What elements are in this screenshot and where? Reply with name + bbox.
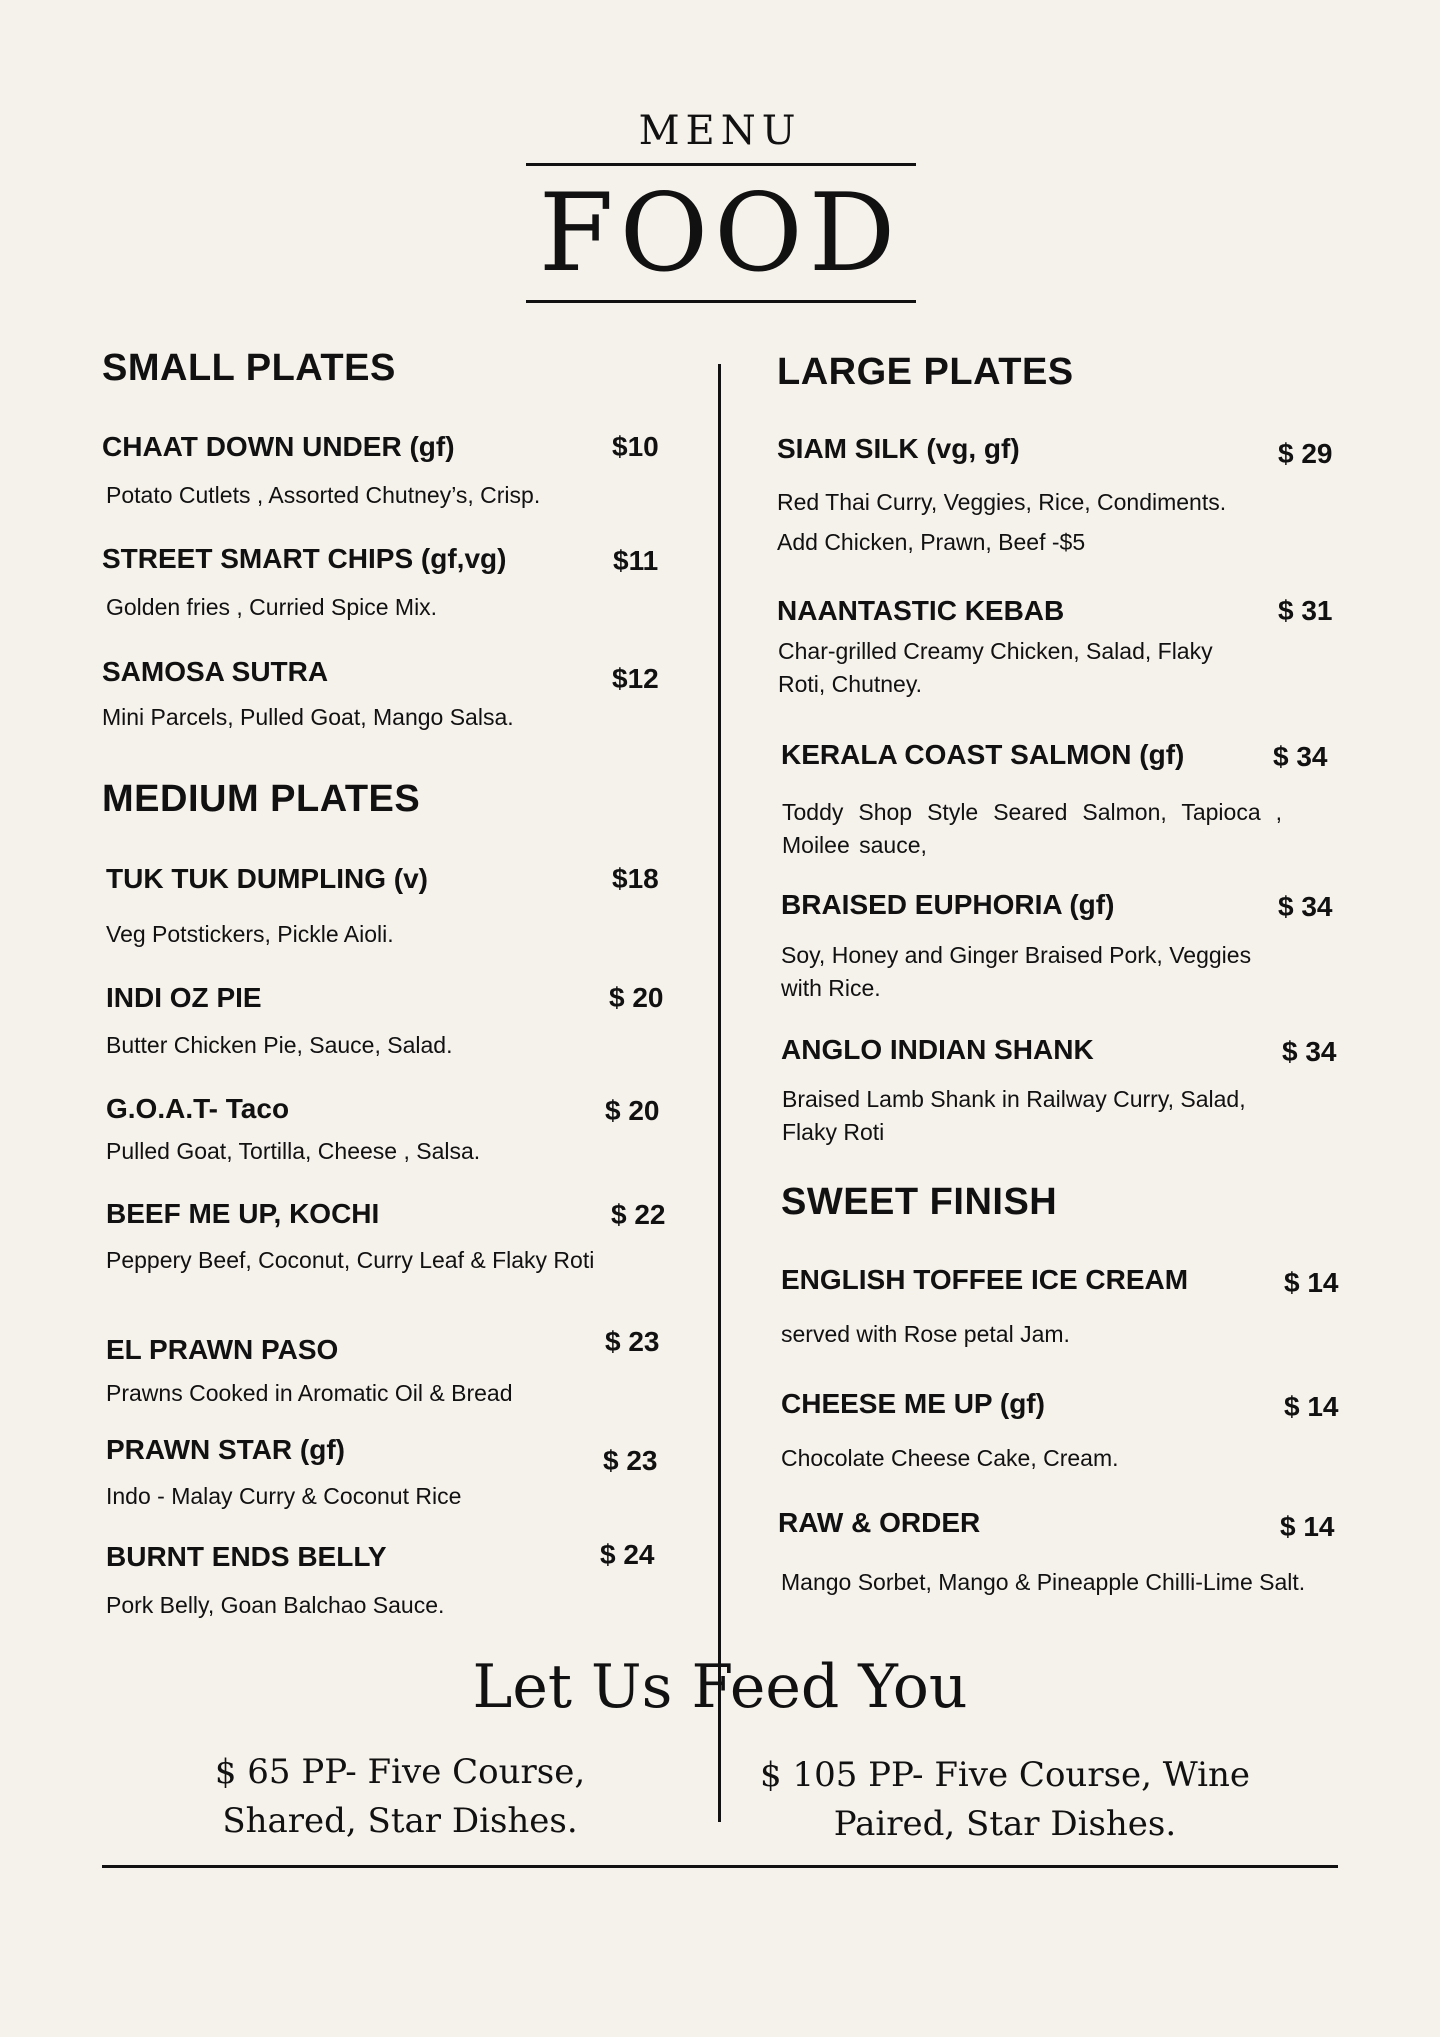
item-name: EL PRAWN PASO	[106, 1334, 339, 1365]
item-description: Toddy Shop Style Seared Salmon, Tapioca , Moilee sauce,	[782, 799, 1282, 858]
item-price: $ 34	[1273, 741, 1328, 772]
item-name: SAMOSA SUTRA	[102, 656, 329, 687]
item-description: Soy, Honey and Ginger Braised Pork, Veggies with Rice.	[781, 942, 1252, 1001]
item-price: $ 24	[600, 1539, 655, 1570]
item-name: NAANTASTIC KEBAB	[777, 595, 1065, 626]
item-name: ANGLO INDIAN SHANK	[781, 1034, 1094, 1065]
item-price: $ 14	[1284, 1267, 1339, 1298]
item-name: INDI OZ PIE	[106, 982, 262, 1013]
item-name: BRAISED EUPHORIA (gf)	[781, 889, 1115, 920]
item-name: CHAAT DOWN UNDER (gf)	[102, 431, 455, 462]
menu-label: MENU	[638, 108, 802, 154]
item-price: $ 34	[1282, 1036, 1337, 1067]
feed-title: Let Us Feed You	[472, 1652, 968, 1722]
item-description: Indo - Malay Curry & Coconut Rice	[106, 1483, 462, 1509]
item-name: SIAM SILK (vg, gf)	[777, 433, 1020, 464]
item-description: Potato Cutlets , Assorted Chutney’s, Crisp.	[106, 482, 541, 508]
item-price: $ 14	[1280, 1511, 1335, 1542]
item-description: Veg Potstickers, Pickle Aioli.	[106, 921, 394, 947]
item-price: $ 29	[1278, 438, 1333, 469]
item-price: $10	[612, 431, 659, 462]
item-name: TUK TUK DUMPLING (v)	[106, 863, 428, 894]
item-description: Chocolate Cheese Cake, Cream.	[781, 1445, 1119, 1471]
item-name: KERALA COAST SALMON (gf)	[781, 739, 1185, 770]
item-price: $18	[612, 863, 659, 894]
item-description: Prawns Cooked in Aromatic Oil & Bread	[106, 1380, 513, 1406]
item-name: G.O.A.T- Taco	[106, 1093, 290, 1124]
item-description: Butter Chicken Pie, Sauce, Salad.	[106, 1032, 453, 1058]
item-name: BURNT ENDS BELLY	[106, 1541, 387, 1572]
item-description: Mini Parcels, Pulled Goat, Mango Salsa.	[102, 704, 514, 730]
item-price: $ 23	[603, 1445, 658, 1476]
item-description-addon: Add Chicken, Prawn, Beef -$5	[777, 529, 1086, 555]
item-description: Pork Belly, Goan Balchao Sauce.	[106, 1592, 445, 1618]
item-description: Peppery Beef, Coconut, Curry Leaf & Flaky Roti	[106, 1247, 595, 1273]
section-title-medium-plates: MEDIUM PLATES	[102, 778, 421, 820]
title-rule-top	[526, 163, 916, 166]
section-title-small-plates: SMALL PLATES	[102, 347, 396, 389]
item-name: CHEESE ME UP (gf)	[781, 1388, 1045, 1419]
package-option-shared: $ 65 PP- Five Course, Shared, Star Dishes.	[214, 1752, 586, 1841]
page-title: FOOD	[538, 171, 902, 296]
item-price: $ 20	[609, 982, 664, 1013]
item-price: $12	[612, 663, 659, 694]
section-title-large-plates: LARGE PLATES	[777, 351, 1074, 393]
item-price: $ 34	[1278, 891, 1333, 922]
item-description: Braised Lamb Shank in Railway Curry, Salad, Flaky Roti	[782, 1086, 1246, 1145]
item-price: $ 23	[605, 1326, 660, 1357]
item-name: RAW & ORDER	[778, 1507, 981, 1538]
item-description: Char-grilled Creamy Chicken, Salad, Flaky Roti, Chutney.	[778, 638, 1213, 697]
title-rule-bottom	[526, 300, 916, 303]
item-name: BEEF ME UP, KOCHI	[106, 1198, 380, 1229]
item-description: Red Thai Curry, Veggies, Rice, Condiments.	[777, 489, 1227, 515]
item-description: Mango Sorbet, Mango & Pineapple Chilli-Lime Salt.	[781, 1569, 1306, 1595]
item-price: $ 31	[1278, 595, 1333, 626]
package-option-wine-paired: $ 105 PP- Five Course, Wine Paired, Star Dishes.	[760, 1755, 1250, 1844]
item-name: STREET SMART CHIPS (gf,vg)	[102, 543, 507, 574]
column-divider	[718, 364, 721, 1822]
item-description: served with Rose petal Jam.	[781, 1321, 1070, 1347]
footer-rule	[102, 1865, 1338, 1868]
section-title-sweet-finish: SWEET FINISH	[781, 1181, 1058, 1223]
item-price: $ 22	[611, 1199, 666, 1230]
item-name: ENGLISH TOFFEE ICE CREAM	[781, 1264, 1189, 1295]
item-price: $ 20	[605, 1095, 660, 1126]
item-description: Golden fries , Curried Spice Mix.	[106, 594, 438, 620]
item-description: Pulled Goat, Tortilla, Cheese , Salsa.	[106, 1138, 481, 1164]
item-name: PRAWN STAR (gf)	[106, 1434, 345, 1465]
item-price: $11	[613, 545, 659, 576]
item-price: $ 14	[1284, 1391, 1339, 1422]
